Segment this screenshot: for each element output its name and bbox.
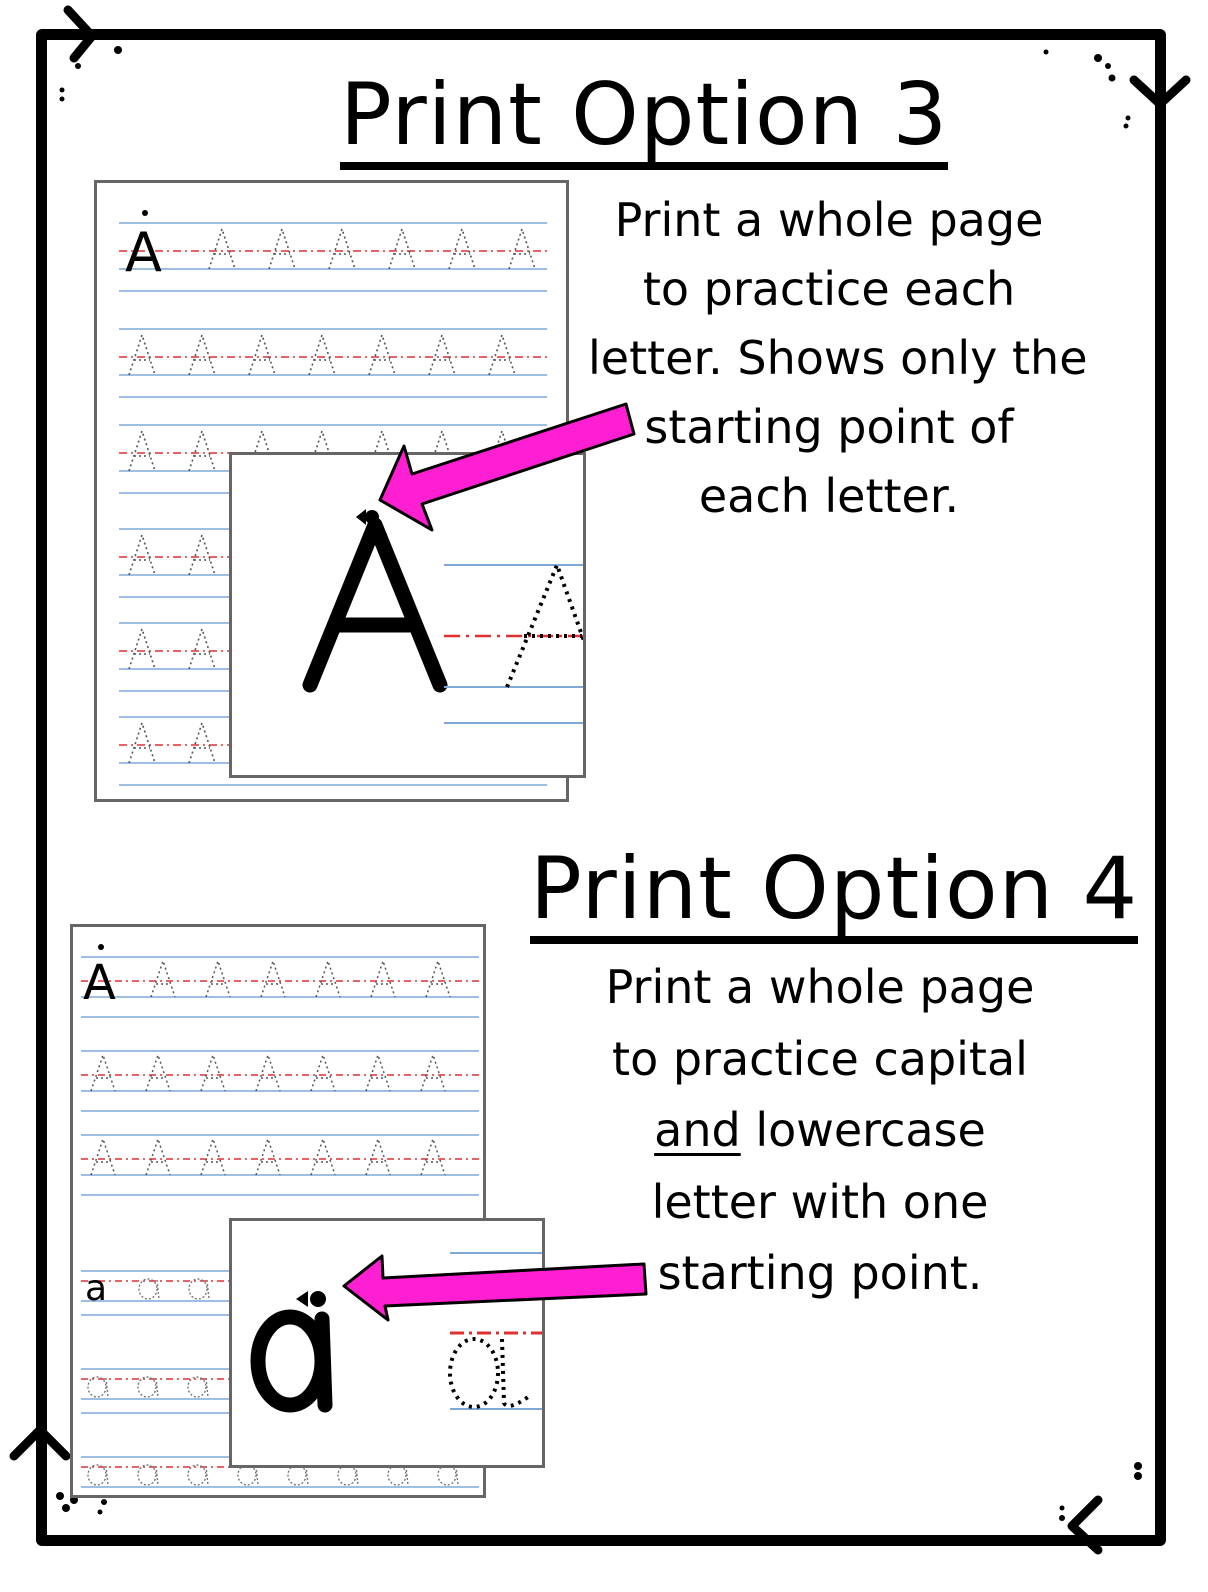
zoomed-letter-detail-option-3 bbox=[229, 452, 586, 778]
print-option-3-description bbox=[588, 186, 1088, 531]
traceable-letter bbox=[507, 565, 586, 687]
description-line: letter with one bbox=[651, 1174, 989, 1229]
model-letter: A bbox=[83, 955, 116, 1011]
practice-row bbox=[81, 944, 479, 1017]
model-letter: A bbox=[125, 221, 162, 284]
model-letter-large bbox=[258, 1317, 325, 1405]
description-line: Print a whole page bbox=[614, 193, 1044, 247]
starting-point-dot bbox=[310, 1291, 326, 1307]
practice-row bbox=[119, 210, 547, 291]
description-line-with-emphasis bbox=[576, 1095, 1064, 1167]
description-line: lowercase bbox=[755, 1103, 986, 1157]
description-line: starting point. bbox=[657, 1246, 983, 1300]
description-line: each letter. bbox=[698, 469, 960, 523]
model-letter-large bbox=[310, 525, 440, 685]
description-line: to practice capital bbox=[612, 1031, 1028, 1086]
practice-row bbox=[81, 1135, 479, 1195]
practice-row bbox=[119, 329, 547, 397]
emphasized-word: and bbox=[654, 1103, 741, 1157]
description-line: Print a whole page bbox=[605, 960, 1035, 1014]
starting-direction-icon bbox=[356, 509, 366, 525]
description-line: letter. Shows only the bbox=[588, 331, 1088, 385]
zoomed-letter-detail-option-4 bbox=[229, 1218, 545, 1468]
model-letter: a bbox=[85, 1268, 108, 1309]
print-option-4-description bbox=[576, 952, 1064, 1310]
starting-point-dot bbox=[365, 510, 379, 524]
traceable-letter bbox=[450, 1339, 528, 1407]
print-option-3-title: Print Option 3 bbox=[340, 72, 948, 170]
description-line: starting point of bbox=[644, 400, 1014, 454]
practice-row bbox=[81, 1051, 479, 1111]
description-line: to practice each bbox=[642, 262, 1016, 316]
print-option-4-title: Print Option 4 bbox=[530, 846, 1138, 944]
starting-direction-icon bbox=[296, 1291, 308, 1307]
